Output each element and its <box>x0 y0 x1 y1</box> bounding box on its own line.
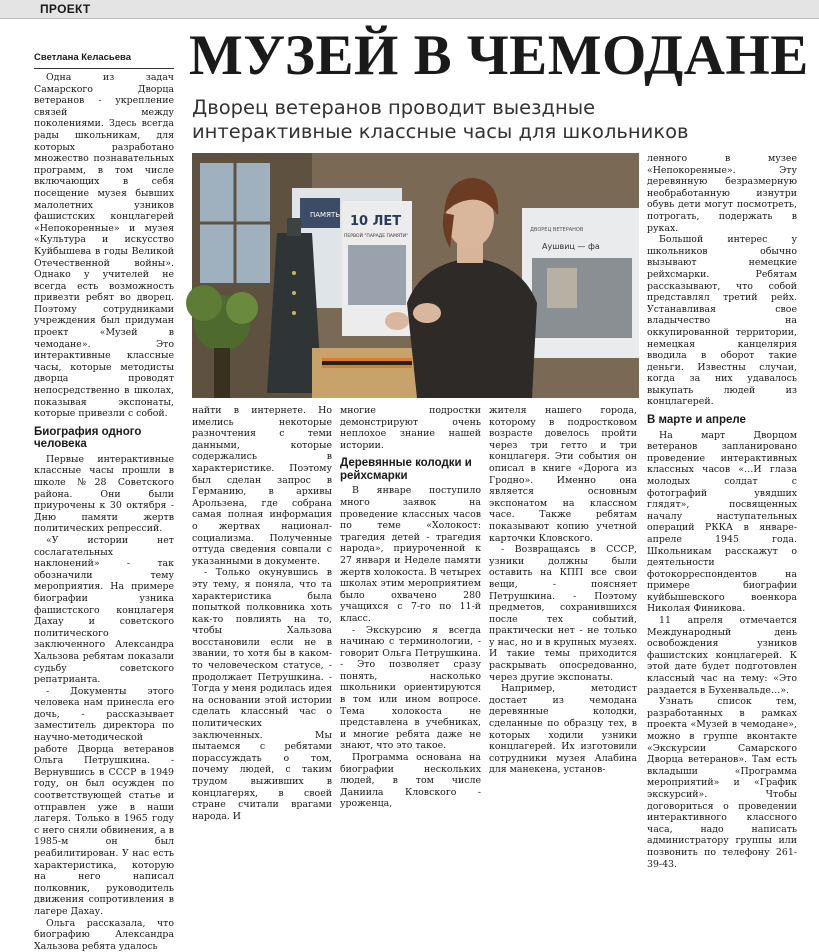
subheadline <box>192 96 812 144</box>
headline: МУЗЕЙ В ЧЕМОДАНЕ <box>189 24 809 87</box>
poster-right-title: Аушвиц — фа <box>542 242 600 251</box>
subheading: Деревянные колодки и рейхсмарки <box>340 457 472 482</box>
paragraph: Первые интерактивные классные часы прошли в школе №28 Советского района. Они были приурочены к 30 октября - Дню памяти жертв политических репрессий. <box>34 453 174 535</box>
paragraph: Узнать список тем, разработанных в рамках проекта «Музей в чемодане», можно в группе вконтакте «Экскурсии Самарского Дворца ветеранов». Там есть вкладыши «Программа мероприятий» и «График экскурсий». Чтобы договориться о проведении интерактивного классного часа, надо написать администратору группы или позвонить по телефону 261-39-43. <box>647 696 797 870</box>
poster-subtitle: ПЕРВОЙ "ПАРАДЕ ПАМЯТИ" <box>344 234 409 239</box>
paragraph: найти в интернете. Но имелись некоторые разночтения с теми данными, которые содержались в характеристике. Поэтому был сделан запрос в Германию, в архивы Арользена, где собрана самая полная информация о жертвах национал-социализма. Полученные оттуда сведения совпали с указанными в документе. <box>192 405 332 567</box>
paragraph: На март Дворцом ветеранов запланировано проведение интерактивных классных часов «…И глаза молодых солдат с фотографий увядших глядят», посвященных началу наступательных операций РККА в январе-апреле 1945 года. Школьникам расскажут о деятельности фотокорреспондентов на примере биографии куйбышевского военкора Николая Финикова. <box>647 429 797 615</box>
paragraph: Например, методист достает из чемодана деревянные колодки, сделанные по образцу тех, в которых ходили узники концлагерей. Их изготовили сотрудники музея Алабина для манекена, установ- <box>489 683 637 776</box>
poster-right-subtitle: ДВОРЕЦ ВЕТЕРАНОВ <box>530 227 584 233</box>
article-photo <box>192 153 639 398</box>
paragraph: «У истории нет сослагательных наклонений» - так обозначили тему мероприятия. На примере биографии узника фашистского концлагеря Дахау и советского политического заключенного Александра Хальзова ребятам показали судьбу советского репатрианта. <box>34 534 174 686</box>
column-4 <box>489 405 637 776</box>
paragraph: В январе поступило много заявок на проведение классных часов по теме «Холокост: трагедия детей - трагедия народа», приуроченной к 27 января и Неделе памяти жертв холокоста. В четырех школах этим мероприятием было охвачено 280 учащихся с 7-го по 11-й класс. <box>340 485 481 624</box>
section-label: ПРОЕКТ <box>40 2 91 16</box>
column-3 <box>340 405 481 810</box>
paragraph: Большой интерес у школьников обычно вызывают немецкие рейхсмарки. Ребятам рассказывают, что собой представлял третий рейх. Устанавливая свое владычество на оккупированной территории, немецкая канцелярия вводила в оборот такие деньги. Известны случаи, когда за них удавалось выкупать людей из концлагерей. <box>647 234 797 408</box>
paragraph: Ольга рассказала, что биографию Александра Хальзова ребята удалось <box>34 917 174 952</box>
paragraph: - Только окунувшись в эту тему, я поняла, что та характеристика была попыткой полковника хоть как-то повлиять на то, чтобы Хальзова восстановили если не в звании, то хотя бы в каком-то человеческом статусе, - продолжает Петрушкина. - Тогда у меня родилась идея на основании этой истории сделать классный час о политических заключенных. Мы пытаемся с ребятами порассуждать о том, почему людей, с таким трудом выживших в концлагерях, в своей стране считали врагами народа. И <box>192 567 332 822</box>
paragraph: Программа основана на биографии нескольких людей, в том числе Даниила Кловского - уроженца, <box>340 752 481 810</box>
poster-title: 10 ЛЕТ <box>350 214 402 229</box>
paragraph: - Возвращаясь в СССР, узники должны были оставить на КПП все свои вещи, - поясняет Петрушкина. - Поэтому предметов, сохранившихся после тех событий, практически нет - не только у нас, но и в крупных музеях. И такие темы приходится раскрывать опосредованно, через другие экспонаты. <box>489 544 637 683</box>
paragraph: жителя нашего города, которому в подростковом возрасте довелось пройти через три гетто и три концлагеря. Эти события он описал в книге «Дорога из Гродно». Именно она является основным экспонатом на классном часе. Также ребятам показывают копию учетной карточки Кловского. <box>489 405 637 544</box>
subheadline-line-1: Дворец ветеранов проводит выездные <box>192 96 596 119</box>
paragraph: Одна из задач Самарского Дворца ветеранов - укрепление связей между поколениями. Здесь всегда рады школьникам, для которых разработано множество познавательных программ, в том числе включающих в себя посещение музея бывших малолетних узников фашистских концлагерей «Непокоренные» и музея «Культура и искусство Куйбышева в годы Великой Отечественной войны». Однако у учителей не всегда есть возможность привезти ребят во дворец. Поэтому сотрудниками учреждения был придуман проект «Музей в чемодане». Это интерактивные классные часы, которые методисты дворца проводят непосредственно в школах, показывая экспонаты, которые привезли с собой. <box>34 72 174 420</box>
poster-banner-text: ПАМЯТЬ <box>310 211 341 219</box>
subheadline-line-2: интерактивные классные часы для школьников <box>192 120 689 143</box>
subheading: В марте и апреле <box>647 414 746 427</box>
column-1 <box>34 72 174 952</box>
paragraph: 11 апреля отмечается Международный день освобождения узников фашистских концлагерей. К этой дате будет подготовлен классный час на тему: «Это раздается в Бухенвальде…». <box>647 615 797 696</box>
subheading: Биография одного человека <box>34 425 142 451</box>
byline: Светлана Келасьева <box>34 52 174 69</box>
section-tag <box>0 0 819 19</box>
column-5 <box>647 153 797 870</box>
paragraph: - Документы этого человека нам принесла его дочь, - рассказывает заместитель директора по научно-методической работе Дворца ветеранов Ольга Петрушкина. - Вернувшись в СССР в 1949 году, он был осужден по соответствующей статье и отправлен уже в наши лагеря. Только в 1965 году с него сняли обвинения, а в 1985-м он был реабилитирован. У нас есть характеристика, которую на него написал полковник, руководитель движения сопротивления в лагере Дахау. <box>34 685 174 917</box>
paragraph: многие подростки демонстрируют очень неплохое знание нашей истории. <box>340 405 481 451</box>
paragraph: - Экскурсию я всегда начинаю с терминологии, - говорит Ольга Петрушкина. - Это позволяет сразу понять, насколько школьники ориентируются в том или ином вопросе. Тема холокоста не представлена в учебниках, и многие ребята даже не знают, что это такое. <box>340 624 481 752</box>
column-2 <box>192 405 332 822</box>
paragraph: ленного в музее «Непокоренные». Эту деревянную безразмерную необработанную изнутри обувь дети могут посмотреть, потрогать, подержать в руках. <box>647 153 797 234</box>
